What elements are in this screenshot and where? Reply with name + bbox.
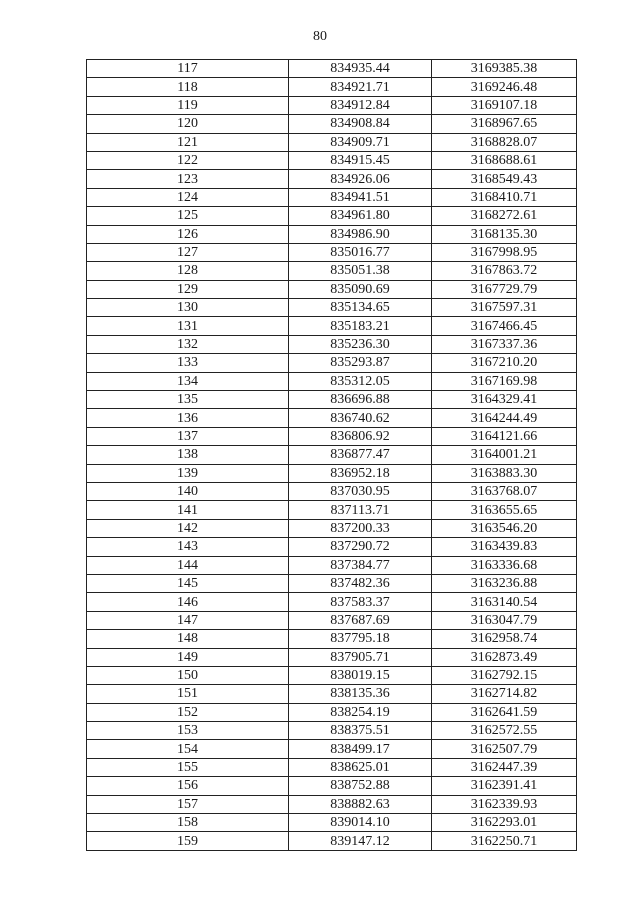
table-row <box>87 630 577 648</box>
point-number-cell: 140 <box>87 482 289 500</box>
table-row <box>87 482 577 500</box>
point-number-cell: 138 <box>87 446 289 464</box>
table-row <box>87 685 577 703</box>
table-row <box>87 409 577 427</box>
x-coordinate-cell: 838375.51 <box>289 722 432 740</box>
point-number-cell: 133 <box>87 354 289 372</box>
point-number-cell: 158 <box>87 814 289 832</box>
point-number-cell: 122 <box>87 151 289 169</box>
y-coordinate-cell: 3164244.49 <box>432 409 577 427</box>
point-number-cell: 131 <box>87 317 289 335</box>
y-coordinate-cell: 3167337.36 <box>432 335 577 353</box>
x-coordinate-cell: 837113.71 <box>289 501 432 519</box>
point-number-cell: 129 <box>87 280 289 298</box>
point-number-cell: 127 <box>87 243 289 261</box>
x-coordinate-cell: 834921.71 <box>289 78 432 96</box>
table-row <box>87 133 577 151</box>
table-row <box>87 78 577 96</box>
y-coordinate-cell: 3169385.38 <box>432 60 577 78</box>
y-coordinate-cell: 3167729.79 <box>432 280 577 298</box>
point-number-cell: 139 <box>87 464 289 482</box>
x-coordinate-cell: 834986.90 <box>289 225 432 243</box>
y-coordinate-cell: 3168967.65 <box>432 115 577 133</box>
coordinate-table <box>86 59 577 851</box>
x-coordinate-cell: 839147.12 <box>289 832 432 850</box>
table-row <box>87 280 577 298</box>
point-number-cell: 120 <box>87 115 289 133</box>
y-coordinate-cell: 3169107.18 <box>432 96 577 114</box>
point-number-cell: 134 <box>87 372 289 390</box>
table-row <box>87 391 577 409</box>
point-number-cell: 123 <box>87 170 289 188</box>
point-number-cell: 153 <box>87 722 289 740</box>
point-number-cell: 142 <box>87 519 289 537</box>
table-row <box>87 758 577 776</box>
table-row <box>87 354 577 372</box>
x-coordinate-cell: 834961.80 <box>289 207 432 225</box>
table-row <box>87 151 577 169</box>
point-number-cell: 143 <box>87 538 289 556</box>
y-coordinate-cell: 3163336.68 <box>432 556 577 574</box>
point-number-cell: 152 <box>87 703 289 721</box>
y-coordinate-cell: 3163546.20 <box>432 519 577 537</box>
point-number-cell: 117 <box>87 60 289 78</box>
point-number-cell: 141 <box>87 501 289 519</box>
y-coordinate-cell: 3167210.20 <box>432 354 577 372</box>
y-coordinate-cell: 3164121.66 <box>432 427 577 445</box>
x-coordinate-cell: 834915.45 <box>289 151 432 169</box>
x-coordinate-cell: 837200.33 <box>289 519 432 537</box>
x-coordinate-cell: 836696.88 <box>289 391 432 409</box>
point-number-cell: 159 <box>87 832 289 850</box>
y-coordinate-cell: 3162447.39 <box>432 758 577 776</box>
y-coordinate-cell: 3167466.45 <box>432 317 577 335</box>
table-row <box>87 60 577 78</box>
point-number-cell: 147 <box>87 611 289 629</box>
x-coordinate-cell: 836952.18 <box>289 464 432 482</box>
point-number-cell: 135 <box>87 391 289 409</box>
y-coordinate-cell: 3162714.82 <box>432 685 577 703</box>
x-coordinate-cell: 835090.69 <box>289 280 432 298</box>
table-row <box>87 262 577 280</box>
x-coordinate-cell: 835293.87 <box>289 354 432 372</box>
x-coordinate-cell: 837795.18 <box>289 630 432 648</box>
point-number-cell: 156 <box>87 777 289 795</box>
x-coordinate-cell: 836740.62 <box>289 409 432 427</box>
y-coordinate-cell: 3163140.54 <box>432 593 577 611</box>
x-coordinate-cell: 834908.84 <box>289 115 432 133</box>
y-coordinate-cell: 3168828.07 <box>432 133 577 151</box>
table-row <box>87 225 577 243</box>
y-coordinate-cell: 3168688.61 <box>432 151 577 169</box>
point-number-cell: 145 <box>87 574 289 592</box>
x-coordinate-cell: 834926.06 <box>289 170 432 188</box>
table-row <box>87 538 577 556</box>
table-row <box>87 611 577 629</box>
x-coordinate-cell: 837905.71 <box>289 648 432 666</box>
x-coordinate-cell: 834941.51 <box>289 188 432 206</box>
y-coordinate-cell: 3162250.71 <box>432 832 577 850</box>
x-coordinate-cell: 835236.30 <box>289 335 432 353</box>
y-coordinate-cell: 3162391.41 <box>432 777 577 795</box>
table-row <box>87 740 577 758</box>
y-coordinate-cell: 3163439.83 <box>432 538 577 556</box>
table-row <box>87 722 577 740</box>
point-number-cell: 124 <box>87 188 289 206</box>
x-coordinate-cell: 835051.38 <box>289 262 432 280</box>
table-row <box>87 115 577 133</box>
y-coordinate-cell: 3167597.31 <box>432 299 577 317</box>
y-coordinate-cell: 3162293.01 <box>432 814 577 832</box>
x-coordinate-cell: 835016.77 <box>289 243 432 261</box>
point-number-cell: 119 <box>87 96 289 114</box>
x-coordinate-cell: 834912.84 <box>289 96 432 114</box>
y-coordinate-cell: 3164329.41 <box>432 391 577 409</box>
x-coordinate-cell: 836806.92 <box>289 427 432 445</box>
x-coordinate-cell: 837030.95 <box>289 482 432 500</box>
point-number-cell: 136 <box>87 409 289 427</box>
y-coordinate-cell: 3163655.65 <box>432 501 577 519</box>
table-row <box>87 299 577 317</box>
table-row <box>87 556 577 574</box>
point-number-cell: 155 <box>87 758 289 776</box>
y-coordinate-cell: 3162507.79 <box>432 740 577 758</box>
point-number-cell: 144 <box>87 556 289 574</box>
table-row <box>87 777 577 795</box>
y-coordinate-cell: 3162641.59 <box>432 703 577 721</box>
x-coordinate-cell: 835134.65 <box>289 299 432 317</box>
x-coordinate-cell: 837384.77 <box>289 556 432 574</box>
y-coordinate-cell: 3162572.55 <box>432 722 577 740</box>
y-coordinate-cell: 3168135.30 <box>432 225 577 243</box>
table-row <box>87 207 577 225</box>
x-coordinate-cell: 838625.01 <box>289 758 432 776</box>
y-coordinate-cell: 3169246.48 <box>432 78 577 96</box>
point-number-cell: 151 <box>87 685 289 703</box>
point-number-cell: 130 <box>87 299 289 317</box>
point-number-cell: 121 <box>87 133 289 151</box>
y-coordinate-cell: 3167169.98 <box>432 372 577 390</box>
point-number-cell: 154 <box>87 740 289 758</box>
table-row <box>87 427 577 445</box>
table-row <box>87 170 577 188</box>
y-coordinate-cell: 3162339.93 <box>432 795 577 813</box>
y-coordinate-cell: 3162792.15 <box>432 666 577 684</box>
x-coordinate-cell: 835312.05 <box>289 372 432 390</box>
point-number-cell: 118 <box>87 78 289 96</box>
y-coordinate-cell: 3163236.88 <box>432 574 577 592</box>
x-coordinate-cell: 836877.47 <box>289 446 432 464</box>
point-number-cell: 128 <box>87 262 289 280</box>
x-coordinate-cell: 837687.69 <box>289 611 432 629</box>
x-coordinate-cell: 837290.72 <box>289 538 432 556</box>
table-row <box>87 335 577 353</box>
x-coordinate-cell: 834909.71 <box>289 133 432 151</box>
table-row <box>87 703 577 721</box>
x-coordinate-cell: 834935.44 <box>289 60 432 78</box>
y-coordinate-cell: 3163883.30 <box>432 464 577 482</box>
point-number-cell: 137 <box>87 427 289 445</box>
y-coordinate-cell: 3163047.79 <box>432 611 577 629</box>
table-row <box>87 666 577 684</box>
table-row <box>87 593 577 611</box>
y-coordinate-cell: 3163768.07 <box>432 482 577 500</box>
table-row <box>87 243 577 261</box>
x-coordinate-cell: 838752.88 <box>289 777 432 795</box>
table-row <box>87 648 577 666</box>
table-row <box>87 188 577 206</box>
y-coordinate-cell: 3164001.21 <box>432 446 577 464</box>
table-row <box>87 814 577 832</box>
y-coordinate-cell: 3162958.74 <box>432 630 577 648</box>
y-coordinate-cell: 3167863.72 <box>432 262 577 280</box>
x-coordinate-cell: 838882.63 <box>289 795 432 813</box>
coordinate-table-body <box>87 60 577 851</box>
x-coordinate-cell: 837583.37 <box>289 593 432 611</box>
y-coordinate-cell: 3168549.43 <box>432 170 577 188</box>
x-coordinate-cell: 838135.36 <box>289 685 432 703</box>
table-row <box>87 795 577 813</box>
x-coordinate-cell: 838254.19 <box>289 703 432 721</box>
table-row <box>87 832 577 850</box>
table-row <box>87 372 577 390</box>
x-coordinate-cell: 838019.15 <box>289 666 432 684</box>
point-number-cell: 157 <box>87 795 289 813</box>
point-number-cell: 126 <box>87 225 289 243</box>
table-row <box>87 464 577 482</box>
table-row <box>87 96 577 114</box>
point-number-cell: 149 <box>87 648 289 666</box>
table-row <box>87 317 577 335</box>
point-number-cell: 132 <box>87 335 289 353</box>
table-row <box>87 519 577 537</box>
point-number-cell: 146 <box>87 593 289 611</box>
y-coordinate-cell: 3167998.95 <box>432 243 577 261</box>
x-coordinate-cell: 838499.17 <box>289 740 432 758</box>
table-row <box>87 574 577 592</box>
table-row <box>87 446 577 464</box>
y-coordinate-cell: 3168410.71 <box>432 188 577 206</box>
table-row <box>87 501 577 519</box>
page-number: 80 <box>313 29 327 44</box>
point-number-cell: 125 <box>87 207 289 225</box>
x-coordinate-cell: 839014.10 <box>289 814 432 832</box>
point-number-cell: 148 <box>87 630 289 648</box>
x-coordinate-cell: 835183.21 <box>289 317 432 335</box>
y-coordinate-cell: 3168272.61 <box>432 207 577 225</box>
point-number-cell: 150 <box>87 666 289 684</box>
x-coordinate-cell: 837482.36 <box>289 574 432 592</box>
y-coordinate-cell: 3162873.49 <box>432 648 577 666</box>
